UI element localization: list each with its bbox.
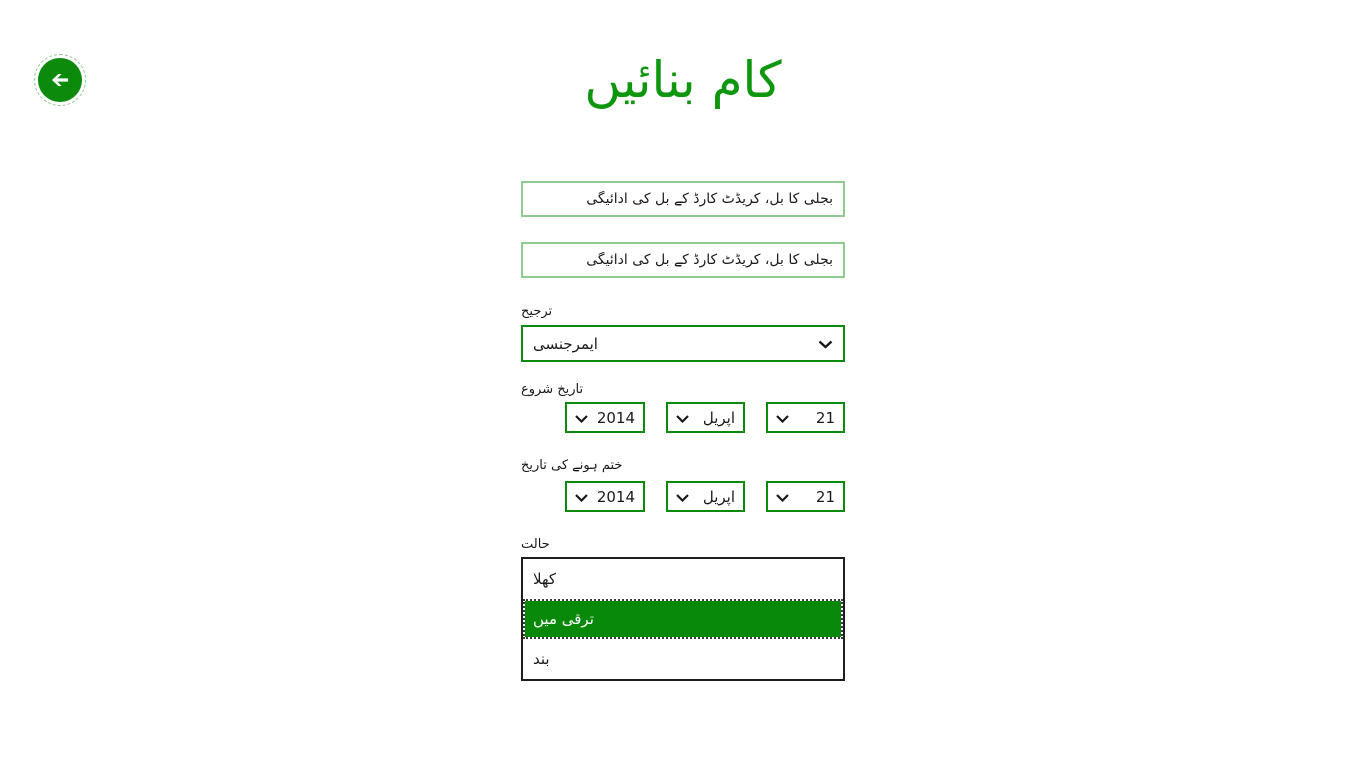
end-year-value: 2014 <box>596 487 635 506</box>
end-day-dropdown[interactable] <box>766 481 845 512</box>
start-date-label: تاریخ شروع <box>521 382 584 397</box>
task-name-input[interactable] <box>521 181 845 217</box>
start-month-dropdown[interactable] <box>666 402 745 433</box>
chevron-down-icon <box>676 488 689 506</box>
end-month-value: اپریل <box>702 487 735 506</box>
end-month-dropdown[interactable] <box>666 481 745 512</box>
chevron-down-icon <box>575 488 588 506</box>
start-year-value: 2014 <box>596 408 635 427</box>
status-option-closed[interactable]: بند <box>523 639 843 679</box>
status-option-open[interactable]: کھلا <box>523 559 843 599</box>
start-day-dropdown[interactable] <box>766 402 845 433</box>
end-year-dropdown[interactable] <box>565 481 645 512</box>
priority-dropdown[interactable] <box>521 325 845 362</box>
status-listbox <box>521 557 845 681</box>
end-date-label: ختم ہونے کی تاریخ <box>521 458 623 473</box>
chevron-down-icon <box>818 335 833 353</box>
priority-selected-value: ایمرجنسی <box>533 334 598 353</box>
task-description-input[interactable] <box>521 242 845 278</box>
chevron-down-icon <box>776 488 789 506</box>
status-label: حالت <box>521 537 550 552</box>
start-day-value: 21 <box>815 408 835 427</box>
page-title: کام بنائیں <box>584 51 782 109</box>
start-month-value: اپریل <box>702 408 735 427</box>
start-year-dropdown[interactable] <box>565 402 645 433</box>
chevron-down-icon <box>575 409 588 427</box>
status-option-in-progress[interactable]: ترقی میں <box>523 599 843 639</box>
priority-label: ترجیح <box>521 304 553 319</box>
chevron-down-icon <box>676 409 689 427</box>
end-day-value: 21 <box>815 487 835 506</box>
chevron-down-icon <box>776 409 789 427</box>
